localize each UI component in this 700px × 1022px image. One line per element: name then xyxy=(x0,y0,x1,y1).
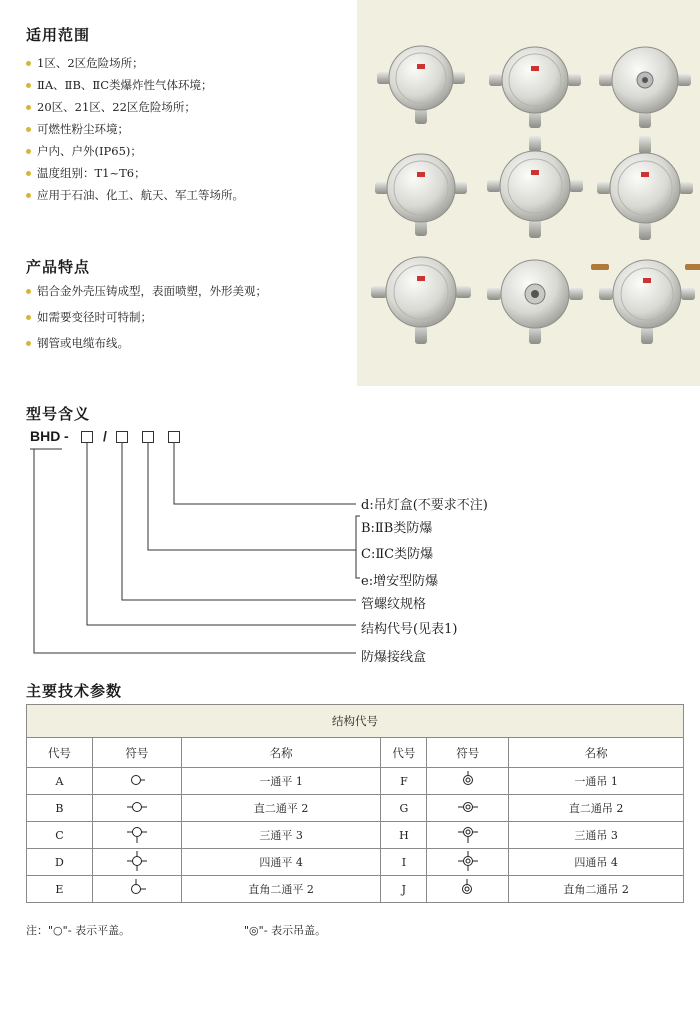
bullet-icon xyxy=(26,127,31,132)
junction-box-image xyxy=(377,46,465,124)
name-cell: 直角二通吊 2 xyxy=(509,876,684,903)
bullet-icon xyxy=(26,171,31,176)
bullet-icon xyxy=(26,315,31,320)
list-item: 应用于石油、化工、航天、军工等场所。 xyxy=(26,187,244,203)
features-heading: 产品特点 xyxy=(26,258,91,276)
hanging-corner-two-way-symbol-icon xyxy=(457,877,479,899)
table-caption-row xyxy=(27,705,684,738)
column-header: 名称 xyxy=(181,738,381,768)
junction-box-image xyxy=(487,260,583,344)
bullet-icon xyxy=(26,83,31,88)
list-item: 如需要变径时可特制； xyxy=(26,309,152,325)
junction-box-image xyxy=(487,136,583,238)
code-cell: J xyxy=(381,876,427,903)
flat-four-way-symbol-icon xyxy=(125,850,149,872)
name-cell: 一通吊 1 xyxy=(509,768,684,795)
model-label-hanging: d:吊灯盒(不要求不注) xyxy=(361,498,488,513)
symbol-cell xyxy=(427,822,509,849)
hanging-one-way-symbol-icon xyxy=(458,770,478,790)
spec-heading: 主要技术参数 xyxy=(26,682,123,700)
bullet-icon xyxy=(26,193,31,198)
table-row xyxy=(27,876,684,903)
bullet-icon xyxy=(26,61,31,66)
list-item: 1区、2区危险场所； xyxy=(26,55,144,71)
list-item: 20区、21区、22区危险场所； xyxy=(26,99,196,115)
bullet-icon xyxy=(26,289,31,294)
symbol-cell xyxy=(92,849,181,876)
junction-box-image xyxy=(599,47,691,128)
flat-one-way-symbol-icon xyxy=(127,771,147,789)
symbol-cell xyxy=(427,849,509,876)
table-row xyxy=(27,768,684,795)
table-caption: 结构代号 xyxy=(27,705,684,738)
model-label-iib: B:ⅡB类防爆 xyxy=(361,521,433,536)
column-header: 代号 xyxy=(381,738,427,768)
flat-corner-two-way-symbol-icon xyxy=(126,877,148,899)
bullet-icon xyxy=(26,105,31,110)
symbol-cell xyxy=(92,768,181,795)
code-cell: G xyxy=(381,795,427,822)
column-header: 代号 xyxy=(27,738,93,768)
hanging-three-way-symbol-icon xyxy=(456,824,480,844)
model-slash: / xyxy=(103,428,107,444)
junction-box-image xyxy=(375,154,467,236)
symbol-cell xyxy=(92,822,181,849)
structure-code-table xyxy=(26,704,684,903)
table-header-row xyxy=(27,738,684,768)
symbol-cell xyxy=(427,876,509,903)
name-cell: 三通平 3 xyxy=(181,822,381,849)
symbol-cell xyxy=(427,795,509,822)
junction-box-image xyxy=(597,136,693,240)
list-item: 户内、户外(IP65)； xyxy=(26,143,142,159)
bullet-icon xyxy=(26,341,31,346)
symbol-cell xyxy=(92,876,181,903)
code-cell: I xyxy=(381,849,427,876)
table-row xyxy=(27,849,684,876)
product-photo-grid xyxy=(357,0,700,386)
code-cell: C xyxy=(27,822,93,849)
note-hanging-cover: "◎"- 表示吊盖。 xyxy=(244,924,327,937)
model-label-iic: C:ⅡC类防爆 xyxy=(361,547,434,562)
name-cell: 直二通平 2 xyxy=(181,795,381,822)
table-row xyxy=(27,822,684,849)
note-flat-cover: 注："○"- 表示平盖。 xyxy=(26,924,131,937)
model-dash: - xyxy=(64,428,69,444)
model-label-structure: 结构代号(见表1) xyxy=(361,622,458,637)
name-cell: 一通平 1 xyxy=(181,768,381,795)
code-cell: A xyxy=(27,768,93,795)
hanging-two-way-symbol-icon xyxy=(456,798,480,816)
list-item: 可燃性粉尘环境； xyxy=(26,121,129,137)
scope-heading: 适用范围 xyxy=(26,26,91,44)
junction-box-image xyxy=(489,47,581,128)
table-row xyxy=(27,795,684,822)
flat-three-way-symbol-icon xyxy=(125,824,149,844)
column-header: 符号 xyxy=(427,738,509,768)
code-cell: B xyxy=(27,795,93,822)
flat-two-way-symbol-icon xyxy=(125,798,149,816)
code-cell: F xyxy=(381,768,427,795)
code-cell: H xyxy=(381,822,427,849)
list-item: 温度组别：T1~T6； xyxy=(26,165,146,181)
bullet-icon xyxy=(26,149,31,154)
name-cell: 直二通吊 2 xyxy=(509,795,684,822)
list-item: 铝合金外壳压铸成型，表面喷塑，外形美观； xyxy=(26,283,267,299)
code-cell: E xyxy=(27,876,93,903)
model-heading: 型号含义 xyxy=(26,405,91,423)
model-leader-lines xyxy=(0,440,700,670)
model-label-increased-safety: e:增安型防爆 xyxy=(361,574,439,589)
name-cell: 三通吊 3 xyxy=(509,822,684,849)
product-photo-panel xyxy=(357,0,700,386)
hanging-four-way-symbol-icon xyxy=(456,850,480,872)
model-label-box: 防爆接线盒 xyxy=(361,650,427,665)
list-item: ⅡA、ⅡB、ⅡC类爆炸性气体环境； xyxy=(26,77,213,93)
list-item: 钢管或电缆布线。 xyxy=(26,335,129,351)
symbol-cell xyxy=(427,768,509,795)
column-header: 符号 xyxy=(92,738,181,768)
junction-box-image xyxy=(591,260,700,344)
name-cell: 四通吊 4 xyxy=(509,849,684,876)
name-cell: 直角二通平 2 xyxy=(181,876,381,903)
junction-box-image xyxy=(371,257,471,344)
symbol-cell xyxy=(92,795,181,822)
model-prefix: BHD xyxy=(30,428,61,444)
code-cell: D xyxy=(27,849,93,876)
model-label-thread: 管螺纹规格 xyxy=(361,597,427,612)
name-cell: 四通平 4 xyxy=(181,849,381,876)
column-header: 名称 xyxy=(509,738,684,768)
